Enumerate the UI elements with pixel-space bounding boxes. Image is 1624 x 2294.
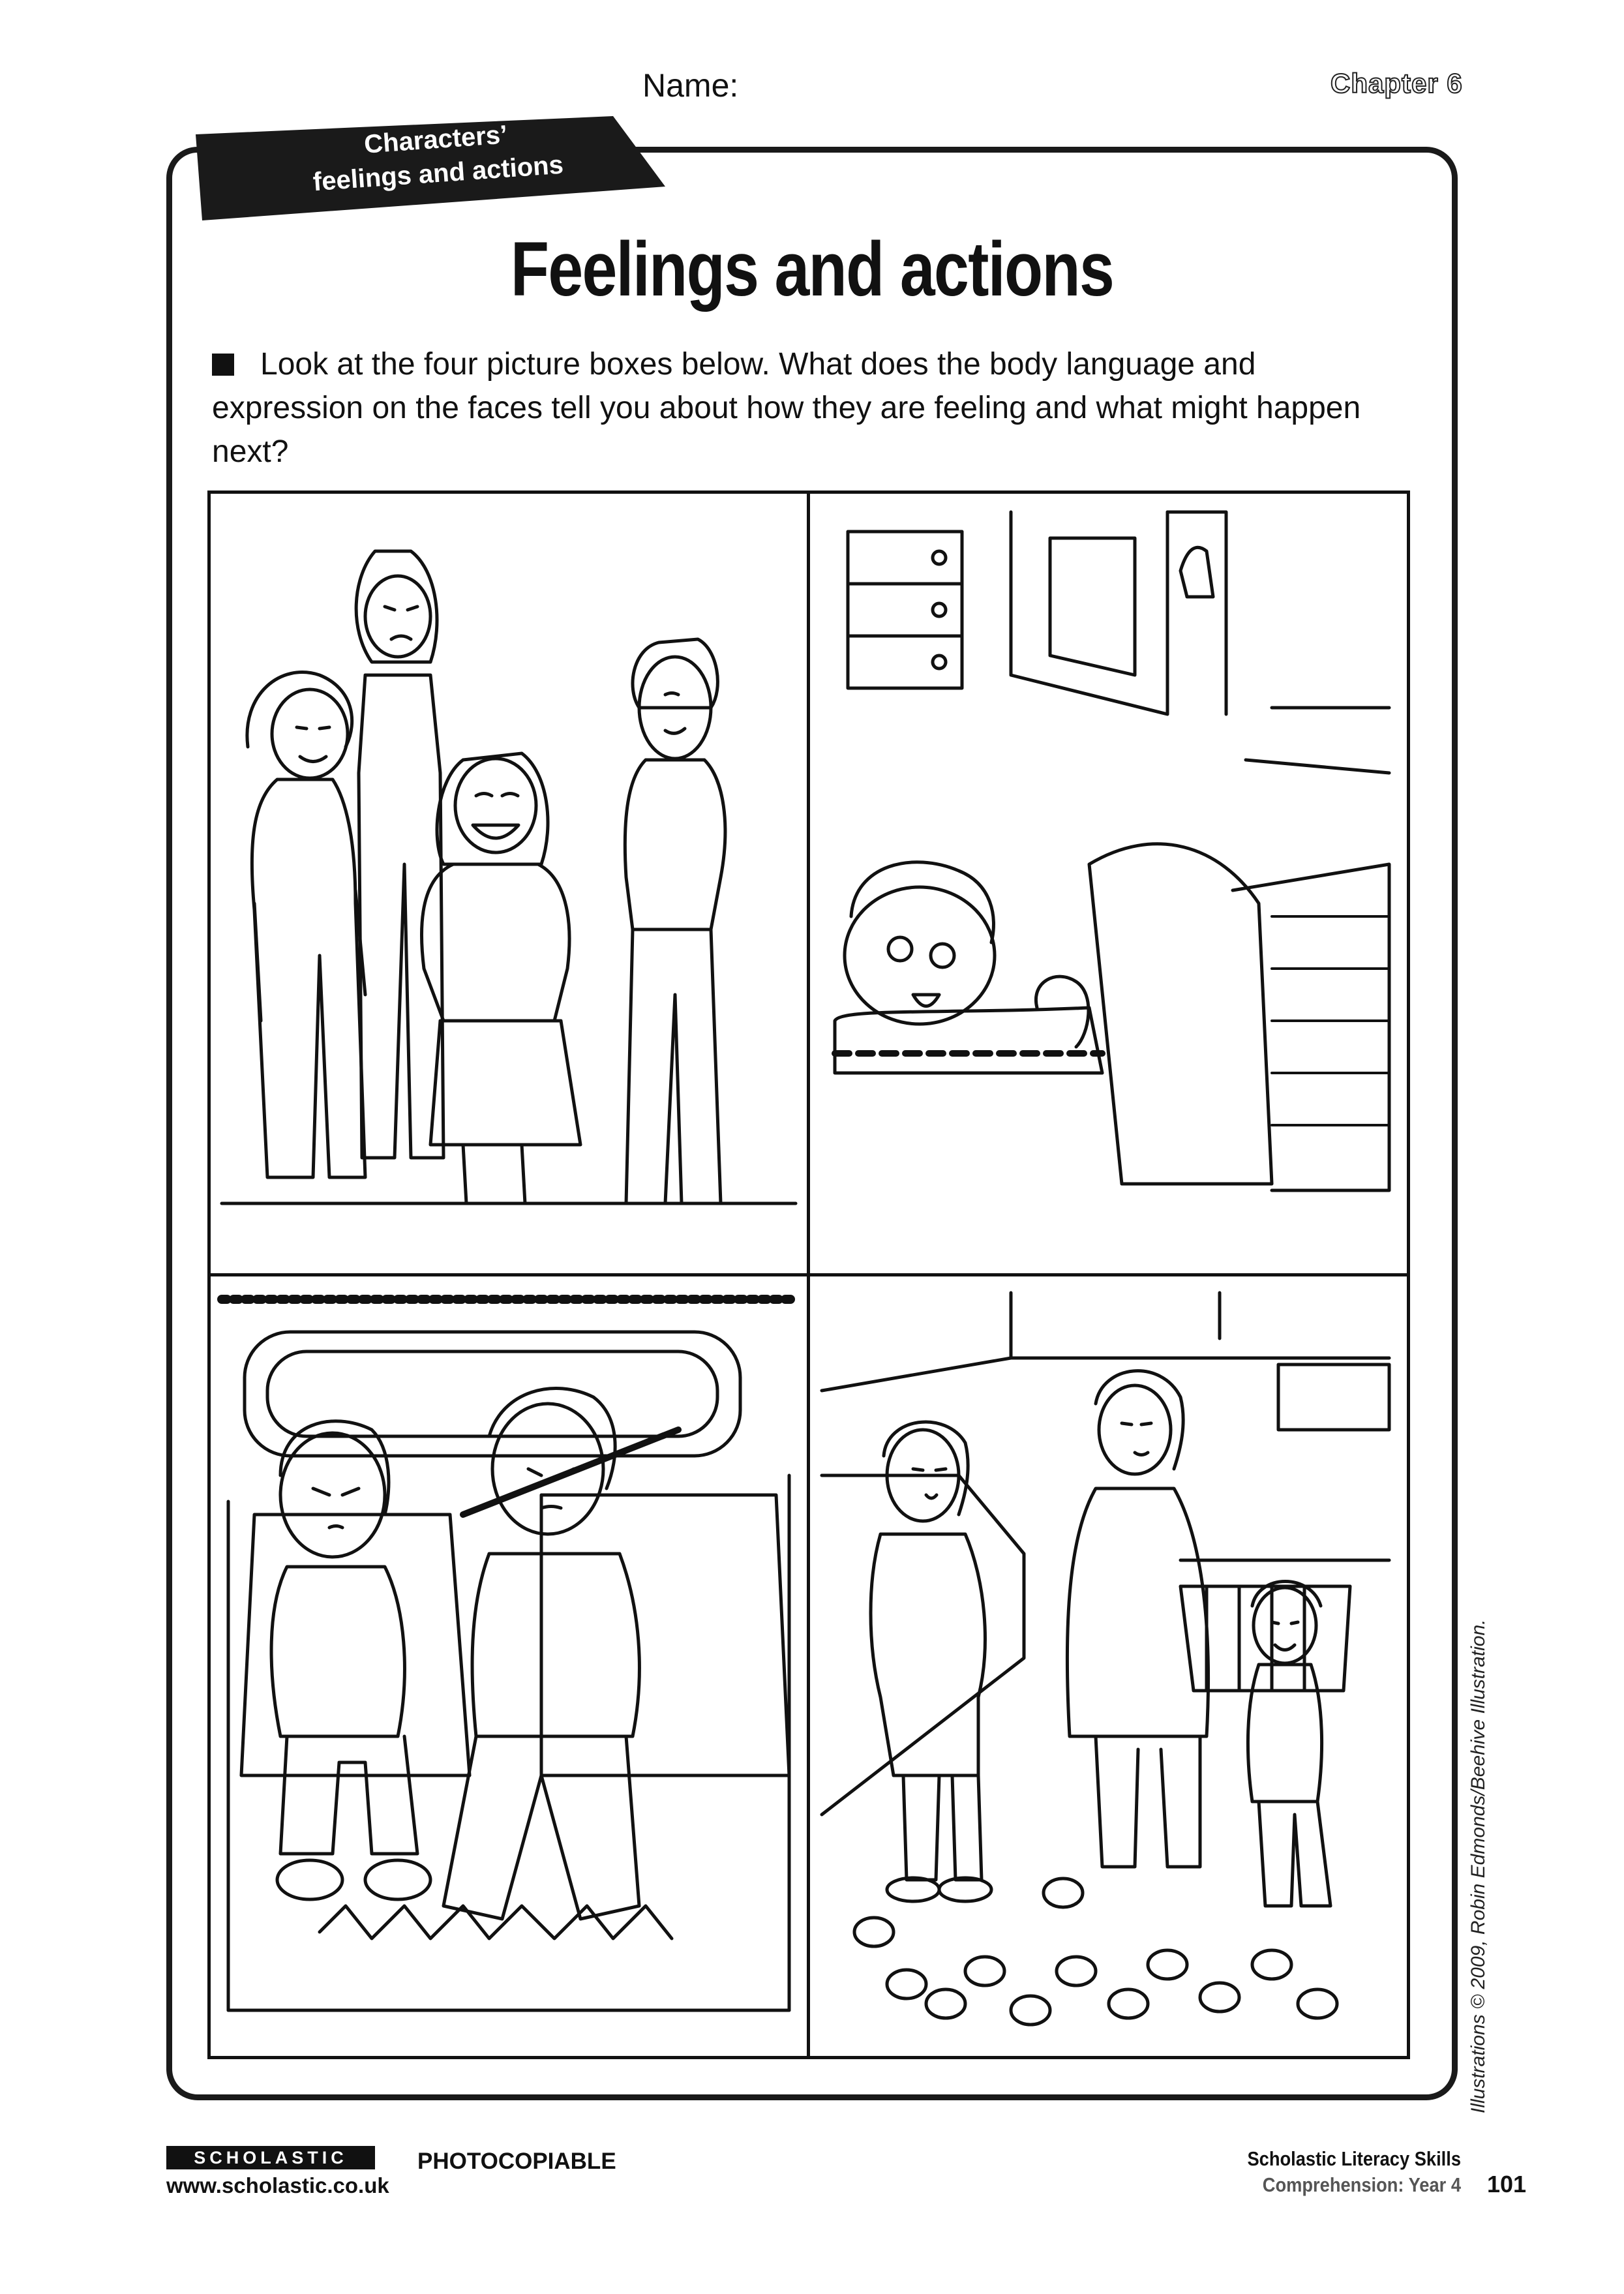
series-subtitle: Comprehension: Year 4 [1262,2173,1461,2196]
picture-box-1 [215,499,802,1269]
picture-box-4 [815,1280,1402,2049]
banner-line-1: Characters’ [363,120,509,159]
series-title: Scholastic Literacy Skills [1247,2147,1461,2170]
child-in-bed-illustration [815,499,1402,1269]
photocopiable-label: PHOTOCOPIABLE [417,2149,616,2174]
children-in-car-illustration [215,1280,802,2049]
group-of-children-illustration [215,499,802,1269]
instruction-text: Look at the four picture boxes below. What does the body language and expression on the faces tell you about how they are feeling and what might happen next? [212,347,1361,469]
scholastic-logo: SCHOLASTIC [166,2146,375,2169]
page-title: Feelings and actions [510,226,1114,312]
picture-box-2 [815,499,1402,1269]
website-link[interactable]: www.scholastic.co.uk [166,2173,389,2197]
grid-divider-horizontal [207,1273,1410,1276]
shop-with-spilled-cans-illustration [815,1280,1402,2049]
name-label: Name: [642,67,739,104]
chapter-label: Chapter 6 [1331,68,1463,98]
banner-line-2: feelings and actions [312,150,565,197]
page-number: 101 [1487,2171,1527,2197]
illustration-credit: Illustrations © 2009, Robin Edmonds/Beehive Illustration. [1467,1619,1489,2113]
picture-box-3 [215,1280,802,2049]
square-bullet-icon [212,354,234,376]
instruction [212,342,1379,474]
